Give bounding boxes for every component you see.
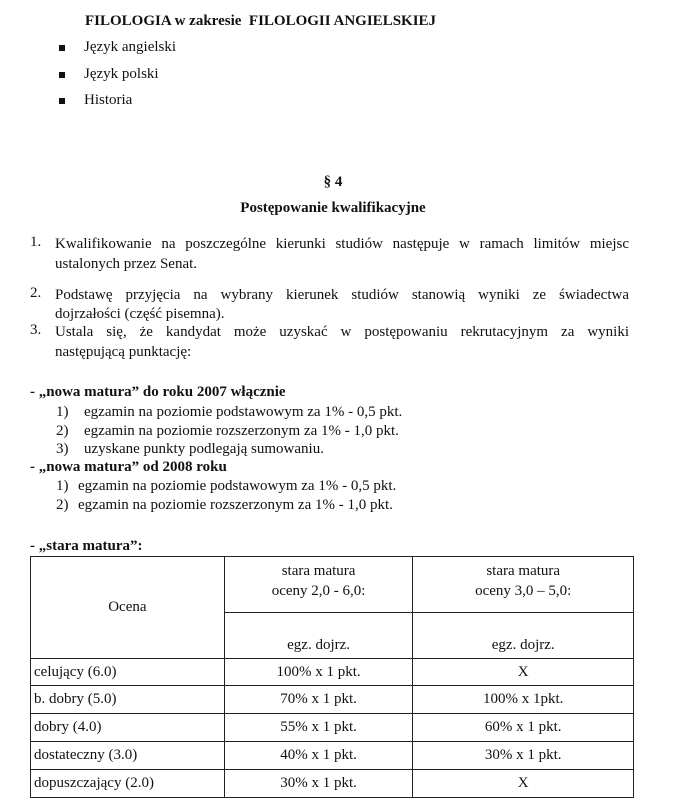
points-cell: 30% x 1 pkt. <box>224 770 413 798</box>
nowa-2008-title: - „nowa matura” od 2008 roku <box>30 459 227 475</box>
col1-header <box>224 557 413 613</box>
grades-table <box>30 556 634 798</box>
points-cell: X <box>413 770 634 798</box>
col1-header-line2: oceny 2,0 - 6,0: <box>271 583 366 599</box>
point-text: ustalonych przez Senat. <box>55 256 198 272</box>
grade-cell: b. dobry (5.0) <box>31 686 225 714</box>
col2-subheader: egz. dojrz. <box>413 613 634 659</box>
col1-subheader: egz. dojrz. <box>224 613 413 659</box>
bullet-icon <box>59 45 65 51</box>
grade-cell: dostateczny (3.0) <box>31 742 225 770</box>
points-cell: 60% x 1 pkt. <box>413 714 634 742</box>
list-item-number: 3) <box>56 441 69 457</box>
table-row <box>31 742 634 770</box>
points-cell: 40% x 1 pkt. <box>224 742 413 770</box>
section-title: Postępowanie kwalifikacyjne <box>240 200 426 216</box>
points-cell: 55% x 1 pkt. <box>224 714 413 742</box>
list-item: Język angielski <box>84 39 177 55</box>
list-item: Język polski <box>84 66 159 82</box>
points-cell: 100% x 1 pkt. <box>224 659 413 686</box>
table-header-row <box>31 557 634 613</box>
bullet-icon <box>59 98 65 104</box>
list-item: egzamin na poziomie podstawowym za 1% - 0,5 pkt. <box>78 478 397 494</box>
page-heading <box>85 13 436 30</box>
list-item: Historia <box>84 92 133 108</box>
point-text: Kwalifikowanie na poszczególne kierunki studiów następuje w ramach limitów miejsc <box>55 236 629 252</box>
point-text: dojrzałości (część pisemna). <box>55 306 225 322</box>
table-row <box>31 659 634 686</box>
table-row <box>31 714 634 742</box>
section-number: § 4 <box>323 174 343 190</box>
point-text: Podstawę przyjęcia na wybrany kierunek studiów stanowią wyniki ze świadectwa <box>55 287 629 303</box>
table-row <box>31 770 634 798</box>
col2-header-line2: oceny 3,0 – 5,0: <box>475 583 572 599</box>
heading-name: FILOLOGII ANGIELSKIEJ <box>248 13 437 29</box>
point-number: 2. <box>30 285 42 301</box>
list-item: egzamin na poziomie rozszerzonym za 1% - 1,0 pkt. <box>78 497 393 513</box>
bullet-icon <box>59 72 65 78</box>
list-item: egzamin na poziomie podstawowym za 1% - 0,5 pkt. <box>84 404 403 420</box>
col2-header <box>413 557 634 613</box>
point-number: 3. <box>30 322 42 338</box>
point-text: następującą punktację: <box>55 344 192 360</box>
point-number: 1. <box>30 234 42 250</box>
grade-cell: dopuszczający (2.0) <box>31 770 225 798</box>
col1-header-line1: stara matura <box>281 563 356 579</box>
list-item-number: 1) <box>56 478 69 494</box>
list-item-number: 2) <box>56 497 69 513</box>
points-cell: 70% x 1 pkt. <box>224 686 413 714</box>
points-cell: 30% x 1 pkt. <box>413 742 634 770</box>
ocena-header <box>31 557 225 659</box>
nowa-2007-title: - „nowa matura” do roku 2007 włącznie <box>30 384 286 400</box>
points-cell: 100% x 1pkt. <box>413 686 634 714</box>
grade-cell: dobry (4.0) <box>31 714 225 742</box>
stara-title: - „stara matura”: <box>30 538 143 554</box>
list-item: uzyskane punkty podlegają sumowaniu. <box>84 441 324 457</box>
points-cell: X <box>413 659 634 686</box>
list-item-number: 1) <box>56 404 69 420</box>
ocena-header-label: Ocena <box>108 599 147 615</box>
col2-header-line1: stara matura <box>486 563 561 579</box>
heading-prefix: FILOLOGIA w zakresie <box>85 13 242 29</box>
grade-cell: celujący (6.0) <box>31 659 225 686</box>
list-item: egzamin na poziomie rozszerzonym za 1% - 1,0 pkt. <box>84 423 399 439</box>
point-text: Ustala się, że kandydat może uzyskać w postępowaniu rekrutacyjnym za wyniki <box>55 324 629 340</box>
table-row <box>31 686 634 714</box>
list-item-number: 2) <box>56 423 69 439</box>
